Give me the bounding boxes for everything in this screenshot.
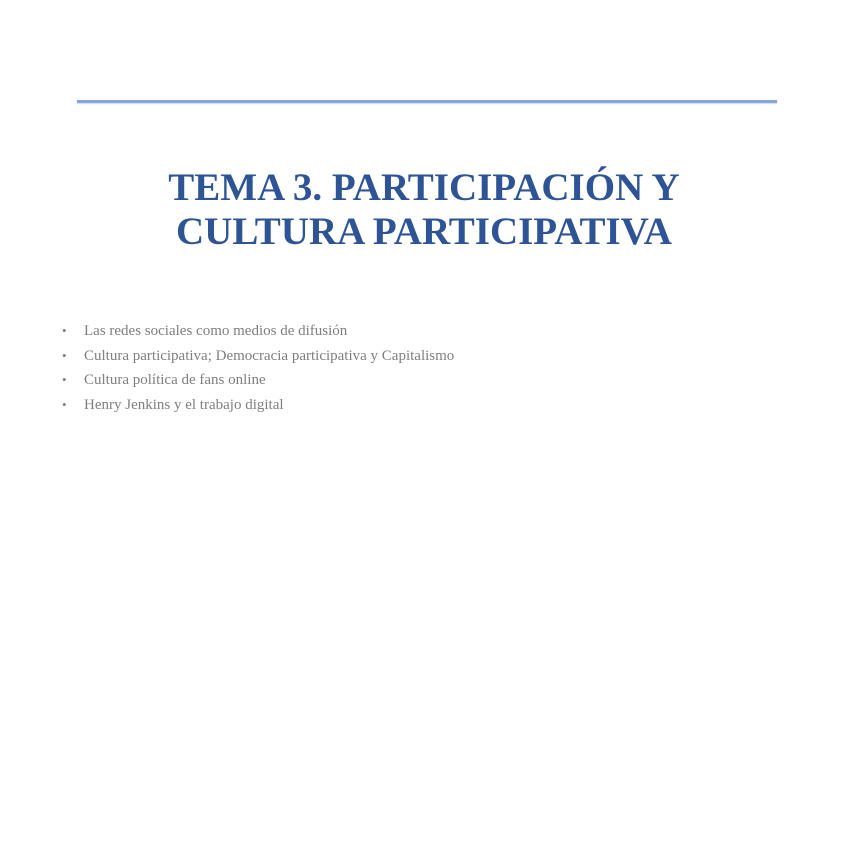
bullet-icon: • — [62, 347, 67, 363]
list-item-text: Cultura participativa; Democracia participativa y Capitalismo — [84, 347, 455, 364]
list-item — [62, 393, 454, 418]
page-title — [60, 166, 788, 254]
list-item-text: Cultura política de fans online — [84, 372, 266, 388]
list-item — [62, 319, 454, 344]
bullet-icon: • — [62, 323, 67, 338]
list-item — [62, 368, 454, 393]
bullet-icon: • — [62, 372, 67, 387]
list-item — [62, 344, 454, 369]
topic-list — [62, 319, 454, 417]
list-item-text: Henry Jenkins y el trabajo digital — [84, 396, 284, 413]
list-item-text: Las redes sociales como medios de difusión — [84, 323, 348, 339]
page-title-line-2: CULTURA PARTICIPATIVA — [176, 210, 672, 253]
bullet-icon: • — [62, 396, 67, 412]
header-rule — [77, 100, 777, 103]
page-title-line-1: TEMA 3. PARTICIPACIÓN Y — [168, 166, 680, 209]
